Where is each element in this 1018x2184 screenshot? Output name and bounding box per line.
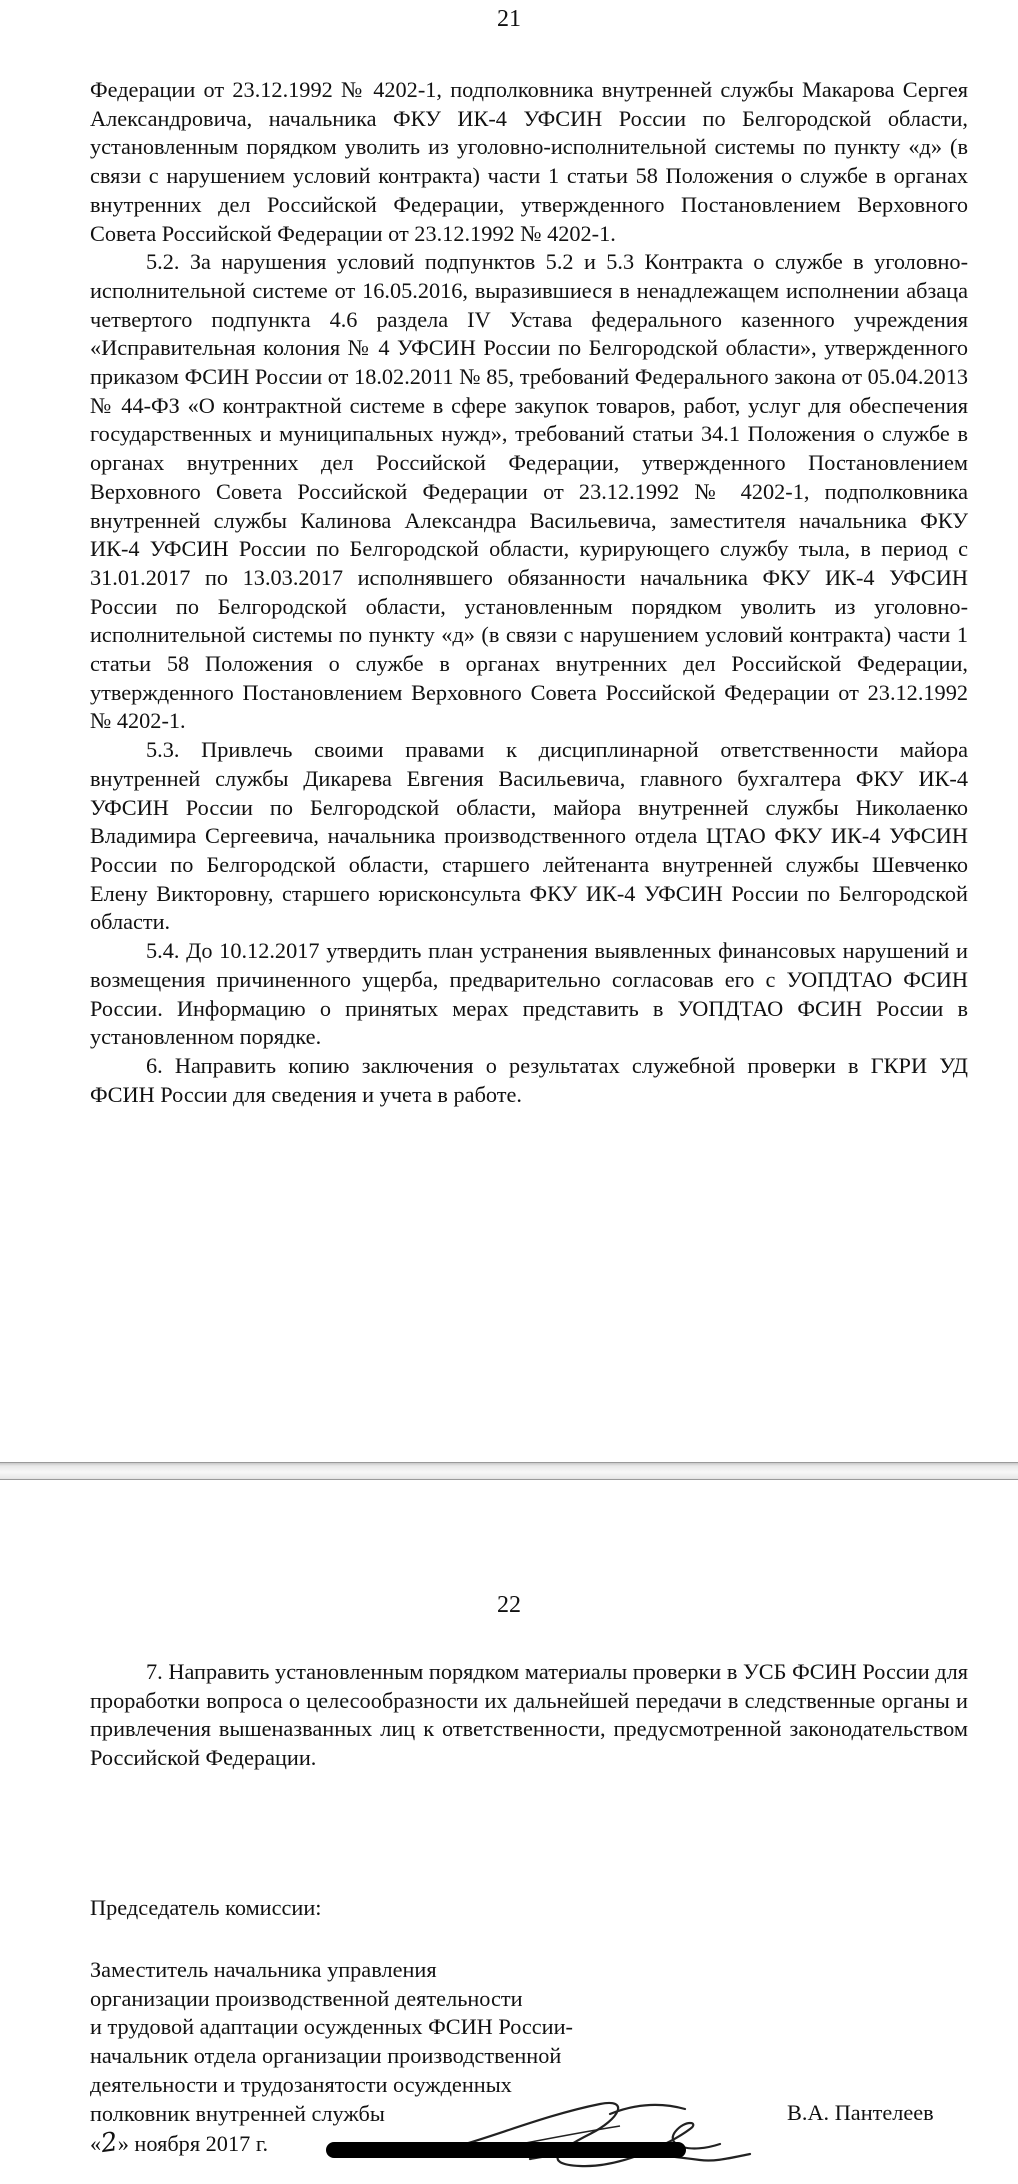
page-number: 21 bbox=[497, 6, 521, 32]
commission-chair-heading: Председатель комиссии: bbox=[90, 1895, 322, 1920]
position-line: начальник отдела организации производственной bbox=[90, 2043, 562, 2069]
page-divider bbox=[0, 1462, 1018, 1480]
date-day-handwritten: 2 bbox=[99, 2126, 120, 2160]
page-body-text bbox=[90, 1658, 968, 1773]
position-line: и трудовой адаптации осужденных ФСИН России- bbox=[90, 2014, 573, 2040]
paragraph: 5.3. Привлечь своими правами к дисциплинарной ответственности майора внутренней службы Дикарева Евгения Васильевича, главного бухгалтера ФКУ ИК-4 УФСИН России по Белгородской области, майора внутренней службы Николаенко Владимира Сергеевича, начальника производственного отдела ЦТАО ФКУ ИК-4 УФСИН России по Белгородской области, старшего лейтенанта внутренней службы Шевченко Елену Викторовну, старшего юрисконсульта ФКУ ИК-4 УФСИН России по Белгородской области. bbox=[90, 737, 968, 935]
page-number: 22 bbox=[497, 1592, 521, 1618]
position-line: организации производственной деятельности bbox=[90, 1985, 523, 2011]
paragraph: Федерации от 23.12.1992 № 4202-1, подполковника внутренней службы Макарова Сергея Александровича, начальника ФКУ ИК-4 УФСИН России по Белгородской области, установленным порядком уволить из уголовно-исполнительной системы по пункту «д» (в связи с нарушением условий контракта) части 1 статьи 58 Положения о службе в органах внутренних дел Российской Федерации, утвержденного Постановлением Верховного Совета Российской Федерации от 23.12.1992 № 4202-1. bbox=[90, 77, 968, 246]
paragraph: 5.2. За нарушения условий подпунктов 5.2 и 5.3 Контракта о службе в уголовно-исполнительной системе от 16.05.2016, выразившиеся в ненадлежащем исполнении абзаца четвертого подпункта 4.6 раздела IV Устава федерального казенного учреждения «Исправительная колония № 4 УФСИН России по Белгородской области», утвержденного приказом ФСИН России от 18.02.2011 № 85, требований Федерального закона от 05.04.2013 № 44-ФЗ «О контрактной системе в сфере закупок товаров, работ, услуг для обеспечения государственных и муниципальных нужд», требований статьи 34.1 Положения о службе в органах внутренних дел Российской Федерации, утвержденного Постановлением Верховного Совета Российской Федерации от 23.12.1992 № 4202-1, подполковника внутренней службы Калинова Александра Васильевича, заместителя начальника ФКУ ИК-4 УФСИН России по Белгородской области, курирующего службу тыла, в период с 31.01.2017 по 13.03.2017 исполнявшего обязанности начальника ФКУ ИК-4 УФСИН России по Белгородской области, установленным порядком уволить из уголовно-исполнительной системы по пункту «д» (в связи с нарушением условий контракта) части 1 статьи 58 Положения о службе в органах внутренних дел Российской Федерации, утвержденного Постановлением Верховного Совета Российской Федерации от 23.12.1992 № 4202-1. bbox=[90, 249, 968, 734]
signatory-name: В.А. Пантелеев bbox=[787, 2100, 934, 2125]
position-line: полковник внутренней службы bbox=[90, 2100, 385, 2126]
paragraph: 6. Направить копию заключения о результатах служебной проверки в ГКРИ УД ФСИН России для сведения и учета в работе. bbox=[90, 1052, 968, 1107]
page-body-text bbox=[90, 76, 968, 1109]
date-rest: » ноября 2017 г. bbox=[117, 2131, 269, 2156]
handwritten-signature bbox=[460, 2074, 760, 2184]
paragraph: 5.4. До 10.12.2017 утвердить план устранения выявленных финансовых нарушений и возмещения причиненного ущерба, предварительно согласовав его с УОПДТАО ФСИН России. Информацию о принятых мерах представить в УОПДТАО ФСИН России в установленном порядке. bbox=[90, 938, 968, 1050]
signature-date bbox=[90, 2128, 268, 2158]
date-open-quote: « bbox=[90, 2131, 102, 2156]
position-line: Заместитель начальника управления bbox=[90, 1957, 437, 1982]
paragraph: 7. Направить установленным порядком материалы проверки в УСБ ФСИН России для проработки вопроса о целесообразности их дальнейшей передачи в следственные органы и привлечения вышеназванных лиц к ответственности, предусмотренной законодательством Российской Федерации. bbox=[90, 1659, 968, 1771]
position-line: деятельности и трудозанятости осужденных bbox=[90, 2071, 512, 2097]
document-page-22 bbox=[0, 1480, 1018, 2170]
redaction-mark bbox=[326, 2142, 686, 2158]
